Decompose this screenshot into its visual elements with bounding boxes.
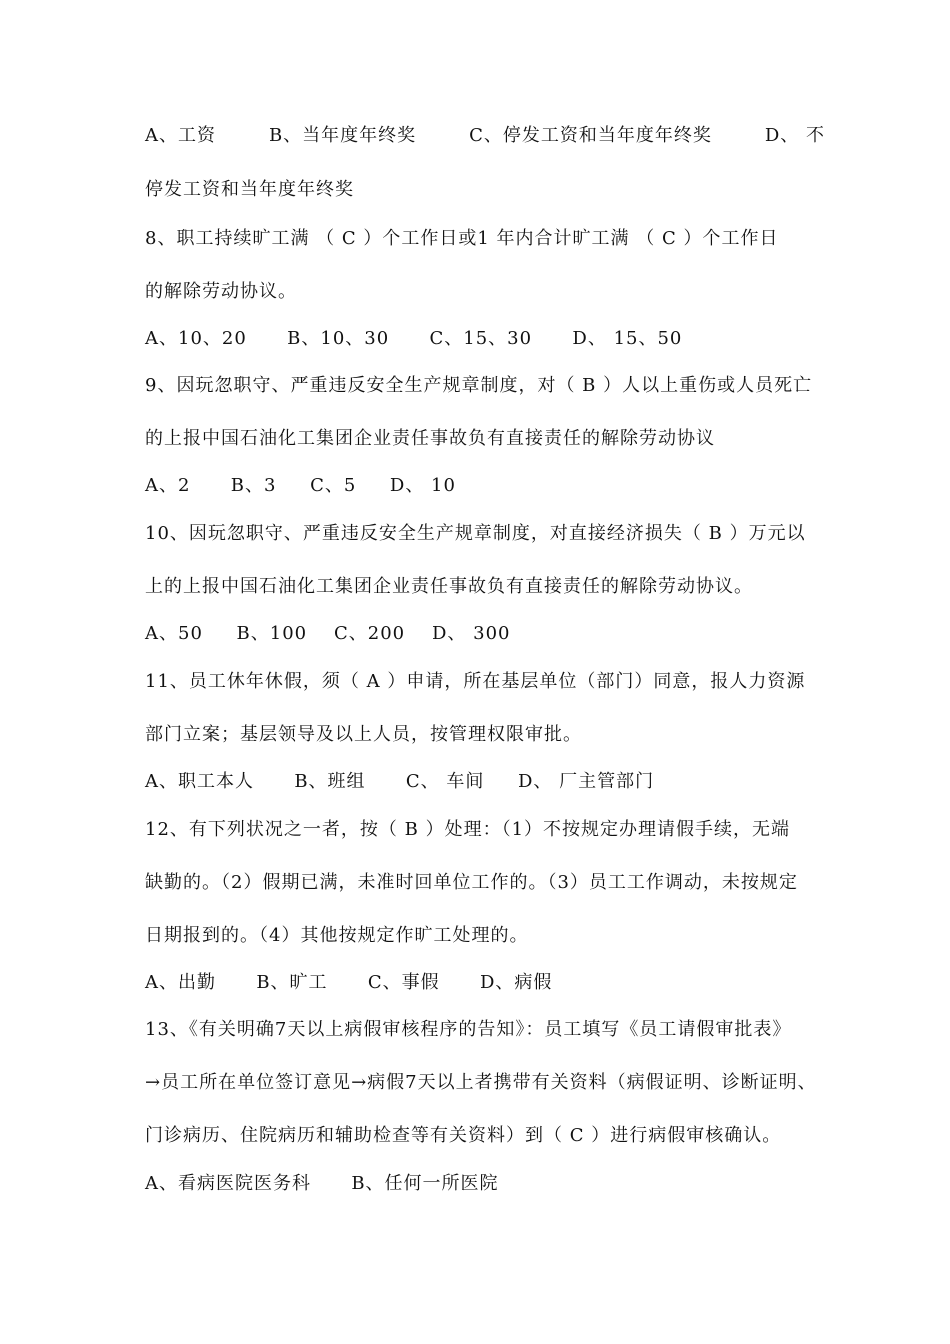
question-11-continuation: 部门立案；基层领导及以上人员，按管理权限审批。 (145, 724, 582, 745)
question-9: 9、因玩忽职守、严重违反安全生产规章制度，对（ B ）人以上重伤或人员死亡 (145, 375, 813, 396)
question-9-continuation: 的上报中国石油化工集团企业责任事故负有直接责任的解除劳动协议 (145, 428, 715, 449)
question-12: 12、有下列状况之一者，按（ B ）处理：（1）不按规定办理请假手续，无端 (145, 819, 791, 840)
options-line-q11: A、职工本人 B、班组 C、 车间 D、 厂主管部门 (145, 771, 655, 792)
options-line-q12: A、出勤 B、旷工 C、事假 D、病假 (145, 972, 553, 993)
option-a: A、工资 (145, 125, 216, 146)
options-line-q9: A、2 B、3 C、5 D、 10 (145, 475, 456, 496)
options-line-q7 (145, 124, 825, 148)
question-10: 10、因玩忽职守、严重违反安全生产规章制度，对直接经济损失（ B ）万元以 (145, 523, 806, 544)
option-continuation: 停发工资和当年度年终奖 (145, 179, 354, 200)
question-8-continuation: 的解除劳动协议。 (145, 281, 297, 302)
question-13-continuation-1: →员工所在单位签订意见→病假7天以上者携带有关资料（病假证明、诊断证明、 (145, 1072, 817, 1093)
option-d: D、 不 (764, 125, 825, 146)
question-13-continuation-2: 门诊病历、住院病历和辅助检查等有关资料）到（ C ）进行病假审核确认。 (145, 1125, 782, 1146)
option-c: C、停发工资和当年度年终奖 (469, 125, 712, 146)
options-line-q13: A、看病医院医务科 B、任何一所医院 (145, 1173, 499, 1194)
option-b: B、当年度年终奖 (268, 125, 417, 146)
question-13: 13、《有关明确7天以上病假审核程序的告知》：员工填写《员工请假审批表》 (145, 1019, 792, 1040)
options-line-q10: A、50 B、100 C、200 D、 300 (145, 623, 511, 644)
question-8: 8、职工持续旷工满 （ C ）个工作日或1 年内合计旷工满 （ C ）个工作日 (145, 228, 779, 249)
question-11: 11、员工休年休假，须（ A ）申请，所在基层单位（部门）同意，报人力资源 (145, 671, 806, 692)
question-10-continuation: 上的上报中国石油化工集团企业责任事故负有直接责任的解除劳动协议。 (145, 576, 753, 597)
options-line-q8: A、10、20 B、10、30 C、15、30 D、 15、50 (145, 328, 683, 349)
question-12-continuation-1: 缺勤的。（2）假期已满，未准时回单位工作的。（3）员工工作调动，未按规定 (145, 872, 798, 893)
question-12-continuation-2: 日期报到的。（4）其他按规定作旷工处理的。 (145, 925, 529, 946)
